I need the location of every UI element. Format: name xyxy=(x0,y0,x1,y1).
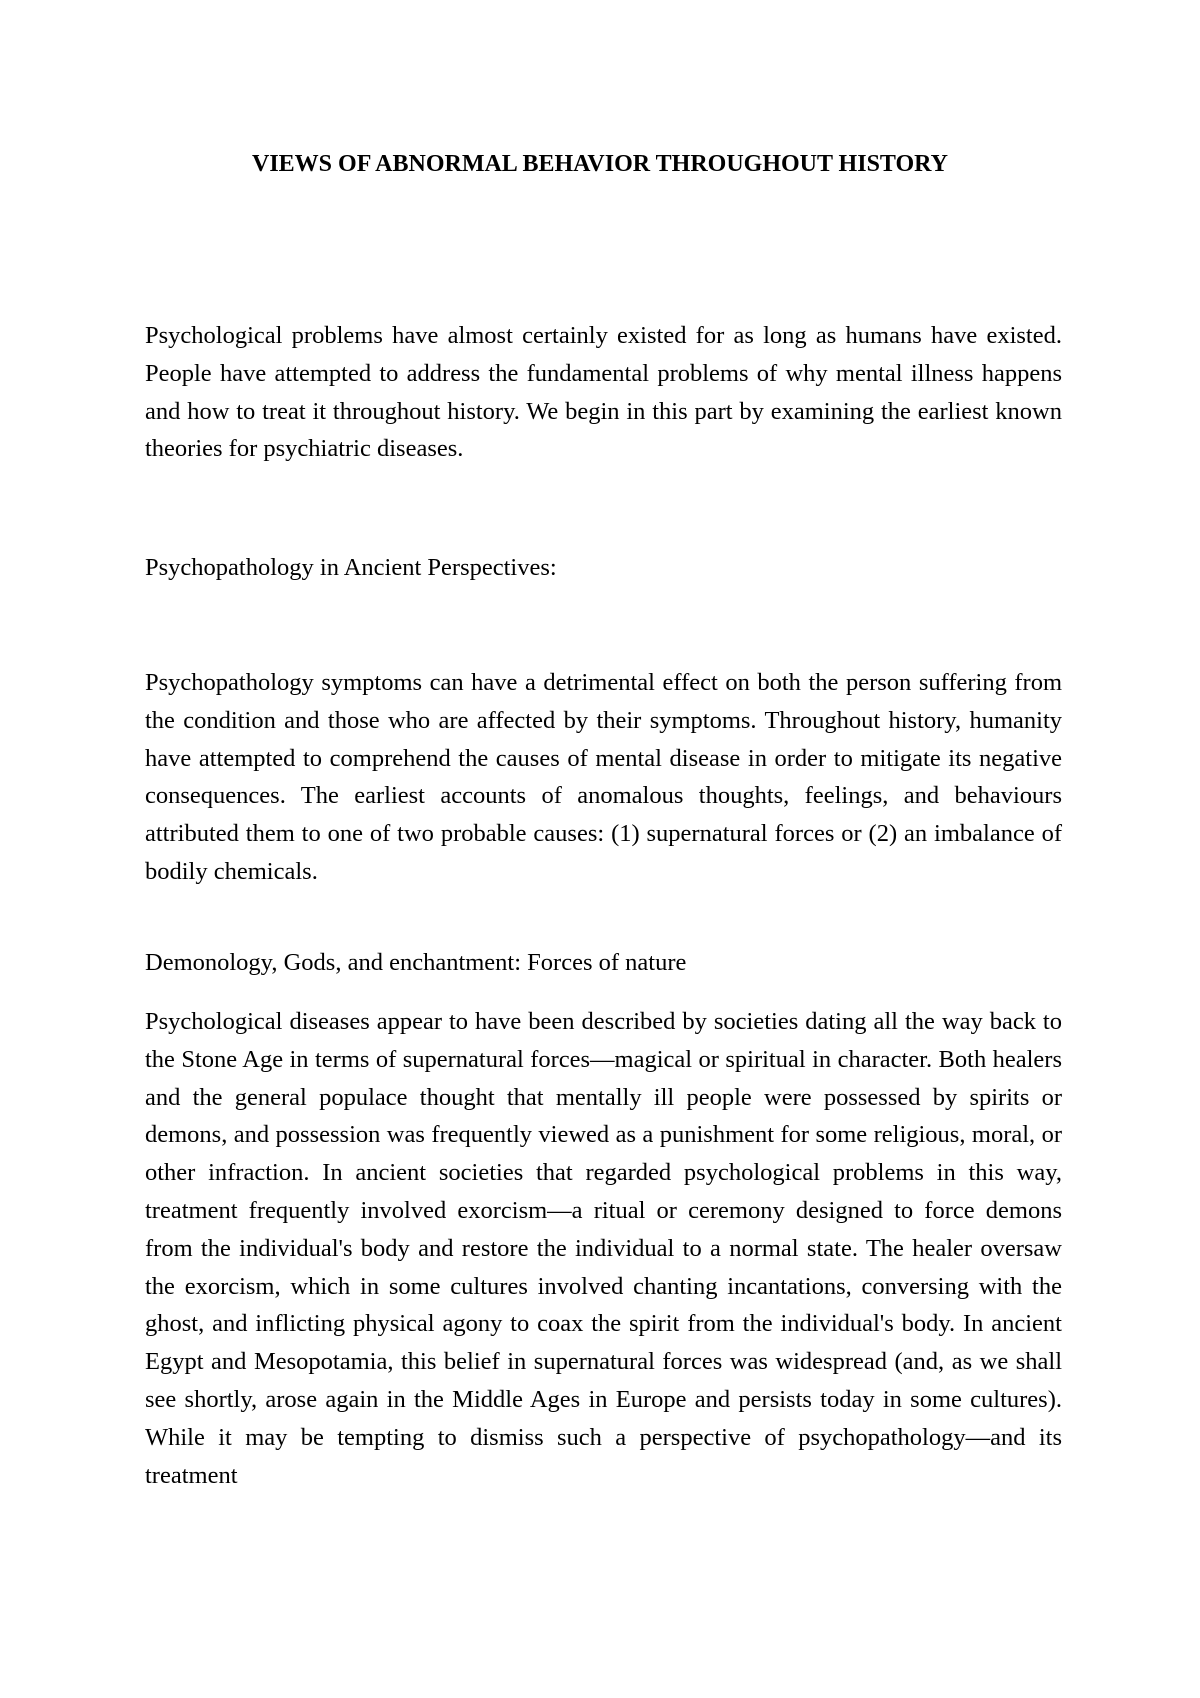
ancient-perspectives-paragraph: Psychopathology symptoms can have a detrimental effect on both the person suffering from the condition and those who are affected by their symptoms. Throughout history, humanity have attempted to comprehend the causes of mental disease in order to mitigate its negative consequences. The earliest accounts of anomalous thoughts, feelings, and behaviours attributed them to one of two probable causes: (1) supernatural forces or (2) an imbalance of bodily chemicals. xyxy=(145,669,1062,885)
document-title: VIEWS OF ABNORMAL BEHAVIOR THROUGHOUT HISTORY xyxy=(252,151,948,177)
intro-paragraph: Psychological problems have almost certainly existed for as long as humans have existed. People have attempted to address the fundamental problems of why mental illness happens and how to treat it throughout history. We begin in this part by examining the earliest known theories for psychiatric diseases. xyxy=(145,322,1062,463)
demonology-paragraph: Psychological diseases appear to have been described by societies dating all the way back to the Stone Age in terms of supernatural forces—magical or spiritual in character. Both healers and the general populace thought that mentally ill people were possessed by spirits or demons, and possession was frequently viewed as a punishment for some religious, moral, or other infraction. In ancient societies that regarded psychological problems in this way, treatment frequently involved exorcism—a ritual or ceremony designed to force demons from the individual's body and restore the individual to a normal state. The healer oversaw the exorcism, which in some cultures involved chanting incantations, conversing with the ghost, and inflicting physical agony to coax the spirit from the individual's body. In ancient Egypt and Mesopotamia, this belief in supernatural forces was widespread (and, as we shall see shortly, arose again in the Middle Ages in Europe and persists today in some cultures). While it may be tempting to dismiss such a perspective of psychopathology—and its treatment xyxy=(145,1008,1062,1489)
section-heading-ancient-perspectives: Psychopathology in Ancient Perspectives: xyxy=(145,554,557,581)
section-heading-demonology: Demonology, Gods, and enchantment: Forces of nature xyxy=(145,949,687,976)
